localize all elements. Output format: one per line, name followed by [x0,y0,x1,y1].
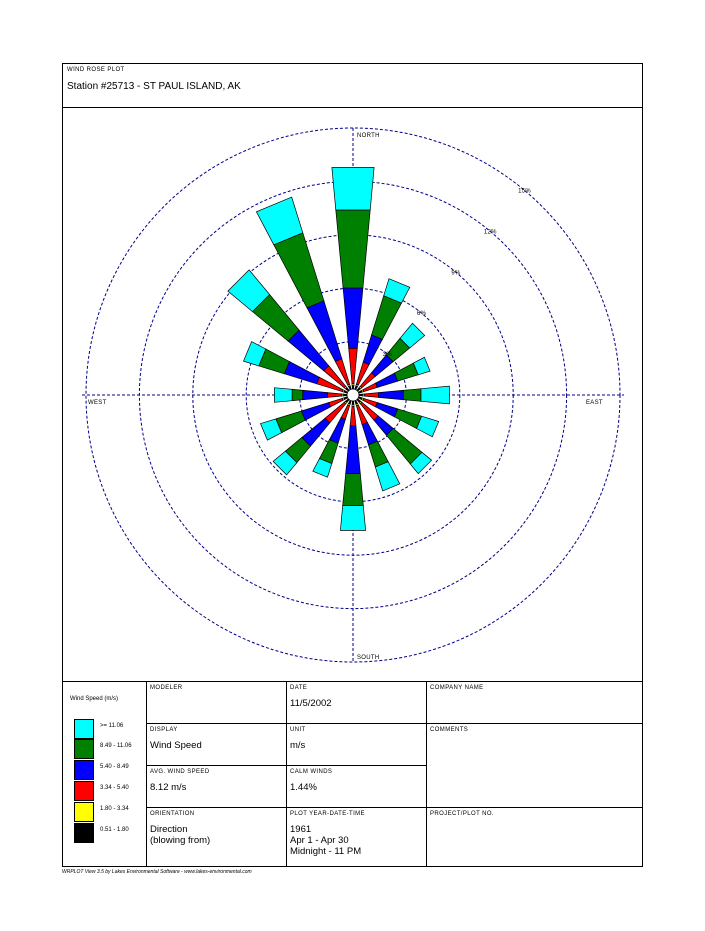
petal-270-bin6 [274,388,292,403]
ring-label-15: 15% [518,188,532,195]
south-label: SOUTH [357,655,380,661]
petal-180-bin3 [350,406,356,426]
petal-0-bin5 [336,210,370,288]
modeler-cell [147,682,286,723]
calm-cell [287,766,426,807]
plot-period-value: 1961 Apr 1 - Apr 30 Midnight - 11 PM [290,824,362,857]
unit-caption: UNIT [290,727,306,733]
ring-label-9: 9% [451,270,461,277]
petal-202.5-bin4 [329,418,345,444]
petal-270-bin3 [328,393,342,398]
info-panel [63,681,642,867]
legend-swatch-bin3 [74,781,94,801]
comments-caption: COMMENTS [430,727,469,733]
ring-label-3: 3% [382,352,392,359]
wind-rose-sheet [62,63,643,867]
petal-180-bin1 [352,401,354,405]
legend-swatch-bin1 [74,823,94,843]
wind-rose-area [63,108,642,681]
legend-swatch-bin4 [74,760,94,780]
company-cell [427,682,642,723]
project-caption: PROJECT/PLOT NO. [430,811,494,817]
legend-swatch-bin2 [74,802,94,822]
petal-0-bin4 [343,288,363,348]
petal-90-bin6 [421,386,449,404]
petal-270-bin4 [303,390,328,399]
calm-circle [347,389,359,401]
plot-period-caption: PLOT YEAR-DATE-TIME [290,811,365,817]
plot-period-cell [287,808,426,866]
project-cell [427,808,642,866]
orientation-value: Direction (blowing from) [150,824,211,846]
petal-90-bin3 [364,393,378,398]
petal-180-bin4 [346,426,361,474]
unit-cell [287,724,426,765]
legend [63,682,146,867]
station-title: Station #25713 - ST PAUL ISLAND, AK [67,81,241,92]
modeler-caption: MODELER [150,685,183,691]
legend-label: 0.51 - 1.80 [100,827,129,833]
plot-type-label: WIND ROSE PLOT [67,67,125,73]
west-label: WEST [88,400,107,406]
legend-label: >= 11.06 [100,723,124,729]
petal-180-bin6 [340,506,365,531]
petal-90-bin1 [359,394,363,396]
display-caption: DISPLAY [150,727,178,733]
display-cell [147,724,286,765]
orientation-cell [147,808,286,866]
legend-swatch-bin6 [74,719,94,739]
avg-speed-cell [147,766,286,807]
petal-90-bin5 [403,389,421,402]
east-label: EAST [586,400,603,406]
date-value: 11/5/2002 [290,698,332,709]
petal-0-bin6 [332,168,374,211]
north-label: NORTH [357,133,380,139]
display-value: Wind Speed [150,740,202,751]
petal-67.5-bin4 [376,373,398,387]
avg-speed-caption: AVG. WIND SPEED [150,769,210,775]
petal-22.5-bin5 [372,296,402,340]
ring-label-6: 6% [417,311,427,318]
software-footer: WRPLOT View 3.5 by Lakes Environmental Software - www.lakes-environmental.com [62,869,252,875]
petal-270-bin5 [292,389,303,400]
legend-label: 3.34 - 5.40 [100,785,129,791]
company-caption: COMPANY NAME [430,685,484,691]
petal-180-bin5 [343,474,364,506]
orientation-caption: ORIENTATION [150,811,195,817]
legend-title: Wind Speed (m/s) [70,696,119,702]
ring-label-12: 12% [483,229,497,236]
unit-value: m/s [290,740,306,751]
legend-swatch-bin5 [74,739,94,759]
legend-label: 8.49 - 11.06 [100,743,132,749]
date-caption: DATE [290,685,308,691]
avg-speed-value: 8.12 m/s [150,782,187,793]
legend-label: 1.80 - 3.34 [100,806,129,812]
calm-value: 1.44% [290,782,317,793]
calm-caption: CALM WINDS [290,769,333,775]
petal-0-bin3 [349,348,358,383]
comments-cell [427,724,642,807]
petal-0-bin1 [352,386,354,390]
petal-22.5-bin4 [363,335,382,365]
petal-157.5-bin6 [375,462,400,491]
petal-90-bin4 [379,390,404,399]
petal-270-bin1 [344,394,348,396]
petal-157.5-bin4 [362,422,377,445]
date-cell [287,682,426,723]
petal-337.5-bin5 [274,233,324,308]
legend-label: 5.40 - 8.49 [100,764,129,770]
petal-112.5-bin4 [376,403,398,417]
